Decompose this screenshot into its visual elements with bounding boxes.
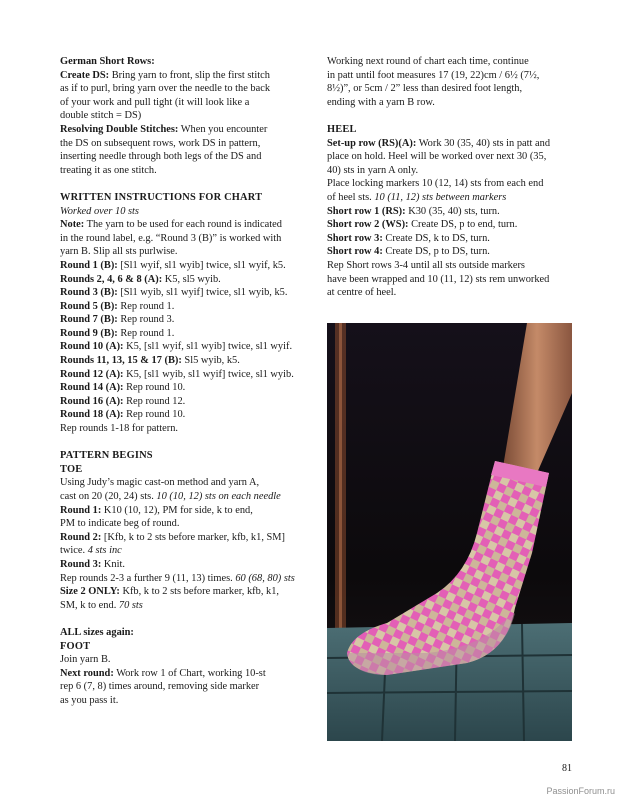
round-line: Round 14 (A): Rep round 10. [60, 382, 186, 394]
round-line: Round 7 (B): Rep round 3. [60, 314, 175, 326]
resolving-paragraph: Resolving Double Stitches: When you encounter the DS on subsequent rows, work DS in pattern, inserting needle through both legs of the DS and treating it as one stitch. [60, 123, 268, 176]
round-line: Round 9 (B): Rep round 1. [60, 327, 175, 339]
round-line: Round 12 (A): K5, [sl1 wyib, sl1 wyif] twice, sl1 wyib. [60, 368, 294, 380]
round-line: Round 18 (A): Rep round 10. [60, 409, 186, 421]
setup-row-paragraph: Set-up row (RS)(A): Work 30 (35, 40) sts in patt and place on hold. Heel will be worked over next 30 (35, 40) sts in yarn A only. [327, 137, 551, 176]
join-yarn-line: Join yarn B. [60, 654, 111, 666]
short-row-line: Short row 4: Create DS, p to DS, turn. [327, 246, 490, 258]
pattern-begins-heading: PATTERN BEGINS [60, 450, 153, 462]
all-sizes-heading: ALL sizes again: [60, 626, 134, 638]
toe-repeat: Rep rounds 2-3 a further 9 (11, 13) times. 60 (68, 80) sts [60, 572, 295, 584]
resolving-label: Resolving Double Stitches: [60, 123, 179, 135]
toe-heading: TOE [60, 463, 83, 475]
toe-round-3: Round 3: Knit. [60, 558, 125, 570]
left-column [60, 55, 308, 708]
short-row-line: Short row 2 (WS): Create DS, p to end, turn. [327, 219, 518, 231]
german-short-rows-heading: German Short Rows: [60, 56, 155, 67]
note-paragraph: Note: The yarn to be used for each round is indicated in the round label, e.g. “Round 3 (B)” is worked with yarn B. Slip all sts purlwise. [60, 219, 282, 258]
rep-short-rows-paragraph: Rep Short rows 3-4 until all sts outside markers have been wrapped and 10 (11, 12) sts rem unworked at centre of heel. [327, 259, 550, 299]
short-row-line: Short row 1 (RS): K30 (35, 40) sts, turn. [327, 205, 500, 217]
round-line: Round 5 (B): Rep round 1. [60, 300, 175, 312]
toe-round-1: Round 1: K10 (10, 12), PM for side, k to end, PM to indicate beg of round. [60, 504, 253, 530]
note-label: Note: [60, 219, 85, 231]
right-column [327, 55, 572, 300]
round-line: Round 16 (A): Rep round 12. [60, 395, 186, 407]
toe-round-2: Round 2: [Kfb, k to 2 sts before marker, kfb, k1, SM] twice. 4 sts inc [60, 531, 285, 557]
foot-heading: FOOT [60, 640, 91, 652]
foot-continue-paragraph: Working next round of chart each time, continue in patt until foot measures 17 (19, 22)cm / 6½ (7½, 8½)”, or 5cm / 2” less than desired foot length, ending with a yarn B row. [327, 56, 540, 108]
locking-markers-paragraph: Place locking markers 10 (12, 14) sts from each end of heel sts. 10 (11, 12) sts between markers [327, 178, 544, 203]
round-line: Rounds 11, 13, 15 & 17 (B): Sl5 wyib, k5. [60, 355, 240, 367]
size-2-only: Size 2 ONLY: Kfb, k to 2 sts before marker, kfb, k1, SM, k to end. 70 sts [60, 586, 280, 611]
rep-rounds-line: Rep rounds 1-18 for pattern. [60, 423, 179, 435]
round-line: Round 10 (A): K5, [sl1 wyif, sl1 wyib] twice, sl1 wyif. [60, 341, 293, 353]
round-line: Round 1 (B): [Sl1 wyif, sl1 wyib] twice, sl1 wyif, k5. [60, 259, 286, 271]
toe-cast-on: Using Judy’s magic cast-on method and yarn A, cast on 20 (20, 24) sts. 10 (10, 12) sts on each needle [60, 477, 281, 502]
sock-photo [327, 323, 572, 741]
watermark: PassionForum.ru [546, 786, 615, 796]
copper-pipe-highlight [339, 323, 342, 653]
round-line: Round 3 (B): [Sl1 wyib, sl1 wyif] twice, sl1 wyib, k5. [60, 287, 288, 299]
worked-over-note: Worked over 10 sts [60, 205, 139, 217]
written-instructions-heading: WRITTEN INSTRUCTIONS FOR CHART [60, 191, 263, 203]
page-number: 81 [562, 763, 572, 774]
short-row-line: Short row 3: Create DS, k to DS, turn. [327, 232, 490, 244]
round-line: Rounds 2, 4, 6 & 8 (A): K5, sl5 wyib. [60, 273, 221, 285]
heel-heading: HEEL [327, 123, 357, 135]
create-ds-paragraph: Create DS: Bring yarn to front, slip the first stitch as if to purl, bring yarn over the needle to the back of your work and pull tight (it will look like a double stitch = DS) [60, 69, 271, 122]
next-round-paragraph: Next round: Work row 1 of Chart, working 10-st rep 6 (7, 8) times around, removing side marker as you pass it. [60, 667, 266, 706]
create-ds-label: Create DS: [60, 69, 110, 81]
